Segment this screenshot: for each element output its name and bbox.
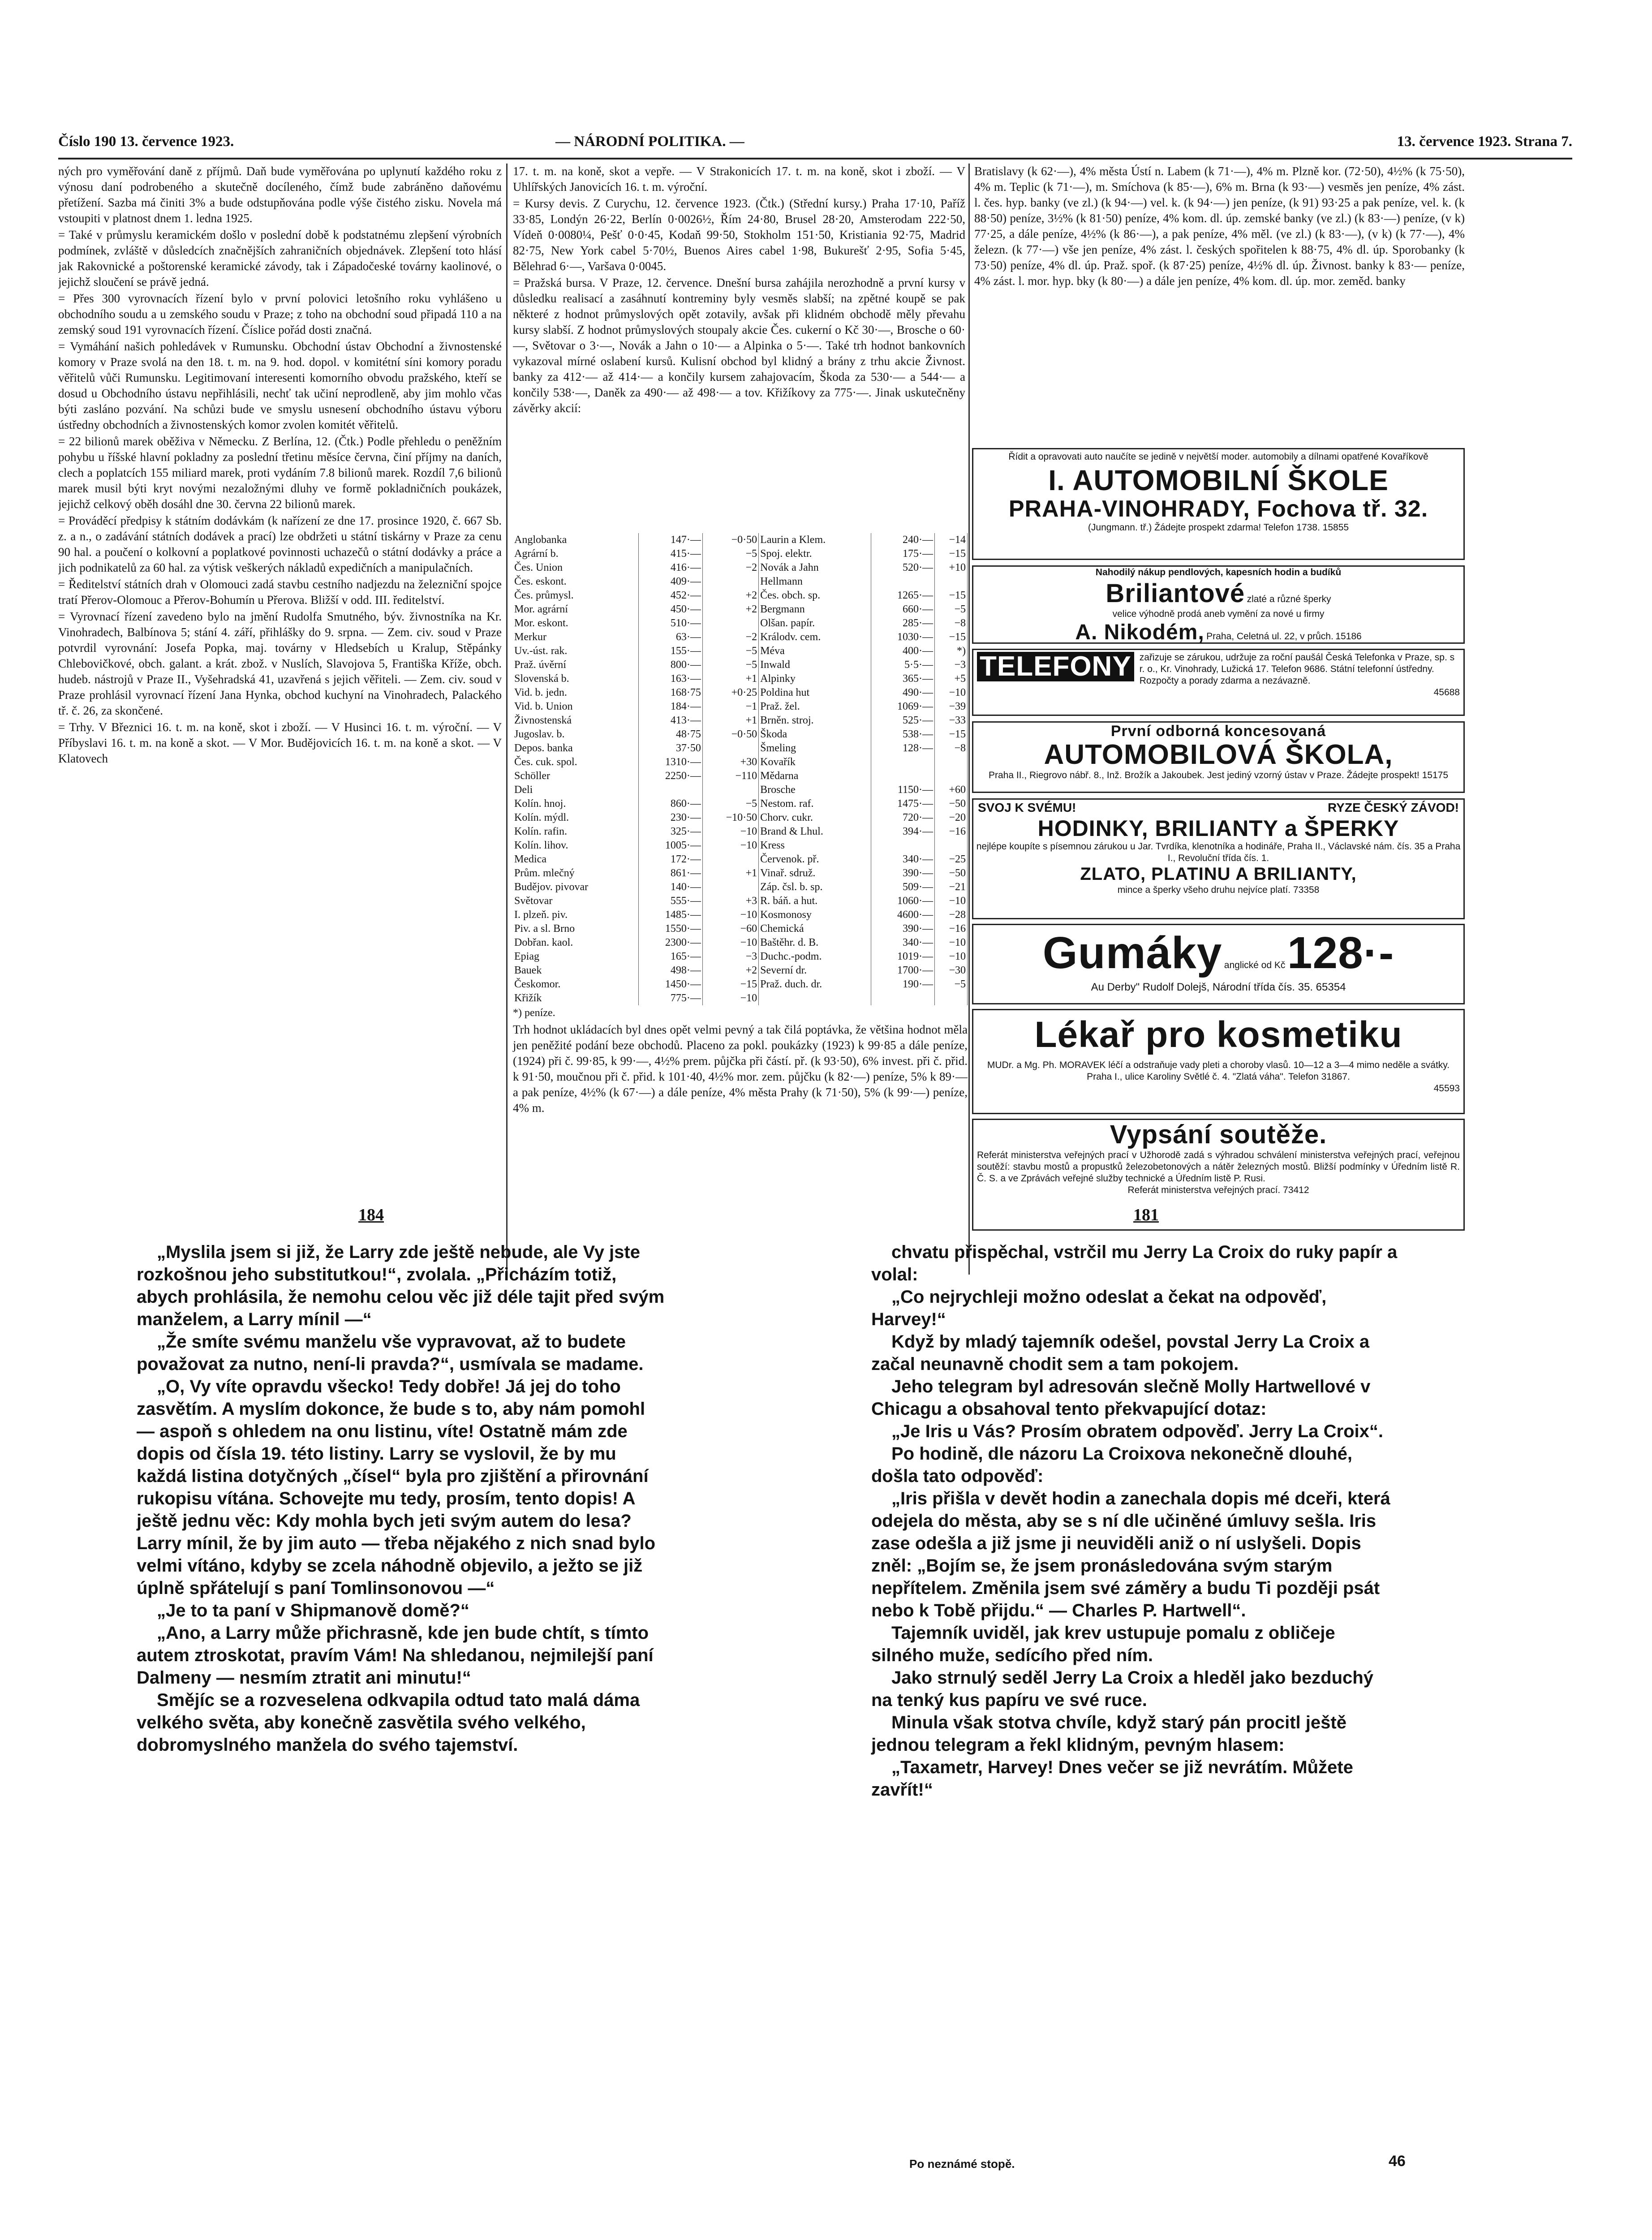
table-cell: −10 xyxy=(935,686,968,700)
table-cell: 1060·— xyxy=(871,894,934,908)
table-row xyxy=(513,936,968,950)
table-cell: +2 xyxy=(702,964,758,978)
table-cell: 172·— xyxy=(639,853,702,866)
table-cell: +1 xyxy=(702,672,758,686)
table-cell: −3 xyxy=(702,950,758,964)
table-cell: Škoda xyxy=(759,728,871,741)
table-cell: +60 xyxy=(935,783,968,797)
table-row xyxy=(513,853,968,866)
table-cell: Prům. mlečný xyxy=(513,866,639,880)
table-cell xyxy=(639,783,702,797)
table-cell: Králodv. cem. xyxy=(759,630,871,644)
serial-paragraph: Smějíc se a rozveselena odkvapila odtud tato malá dáma velkého světa, aby konečně zasvětila svého velkého, dobromyslného manžela do svého tajemství. xyxy=(137,1690,640,1755)
table-row xyxy=(513,991,968,1005)
table-cell: Červenok. př. xyxy=(759,853,871,866)
table-cell: Čes. cuk. spol. xyxy=(513,755,639,769)
table-row xyxy=(513,728,968,741)
table-cell: Světovar xyxy=(513,894,639,908)
table-cell: 147·— xyxy=(639,533,702,547)
table-cell: −5 xyxy=(935,603,968,616)
table-cell: 340·— xyxy=(871,936,934,950)
table-cell: 285·— xyxy=(871,616,934,630)
table-row xyxy=(513,616,968,630)
news-paragraph: = Kursy devis. Z Curychu, 12. července 1923. (Čtk.) (Střední kursy.) Praha 17·10, Paříž 33·85, Londýn 26·22, Berlín 0·0026½, Řím 24·80, Brusel 28·20, Amsterodam 222·50, Vídeň 0·0080¼, Pešť 0·0·45, Kodaň 99·50, Stokholm 151·50, Kristiania 92·75, Madrid 82·75, New York cabel 5·70½, Buenos Aires cabel 1·98, Bukurešť 2·95, Sofia 5·45, Bělehrad 6·—, Varšava 0·0045. xyxy=(513,197,965,273)
news-paragraph: = 22 bilionů marek oběživa v Německu. Z Berlína, 12. (Čtk.) Podle přehledu o peněžním pohybu u říšské hlavní pokladny za poslední třetinu měsíce června, činí příjmy na daních, clech a poplatcích 155 miliard marek, proti vydáním 7.8 bilionů marek. Rozdíl 7,6 bilionů marek musil býti kryt novými nezaložnými dluhy ve formě pokladničních poukázek, jejichž celkový oběh dosáhl dne 30. června 22 bilionů marek. xyxy=(58,435,502,511)
table-cell: −15 xyxy=(935,728,968,741)
table-cell: −10 xyxy=(702,936,758,950)
bonds-paragraph: Trh hodnot ukládacích byl dnes opět velmi pevný a tak čilá poptávka, že většina hodnot měla jen peněžité podání beze obchodů. Placeno za pokl. poukázky (1923) k 99·85 a dále peníze, (1924) při č. 99·85, k 99·—, 4½% prem. půjčka při částí. př. (k 93·50), 6% invest. při č. přid. k 91·50, moučnou při č. přid. k 101·40, 4½% mor. zem. půjčku (k 82·—) peníze, 5% k 89·— a pak peníze, 4½% (k 67·—) a dále peníze, 4% města Prahy (k 71·50), 5% (k 99·—) peníze, 4% m. xyxy=(513,1023,968,1115)
table-cell: 37·50 xyxy=(639,741,702,755)
table-row xyxy=(513,714,968,728)
table-cell: Inwald xyxy=(759,658,871,672)
page-info: 13. července 1923. Strana 7. xyxy=(1397,134,1572,150)
ad-tender-announcement: Vypsání soutěže. Referát ministerstva veřejných prací v Užhorodě zadá s výhradou schválení ministerstva veřejných prací, veřejnou soutěží: stavbu mostů a propustků železobetonových a nátěr železných mostů. Bližší podmínky v Úředním listě R. Č. S. a ve Zprávách veřejné služby technické a Úředním listě P. Rusi. Referát ministerstva veřejných prací. 73412 xyxy=(972,1119,1465,1231)
table-cell: 163·— xyxy=(639,672,702,686)
table-cell: Alpinky xyxy=(759,672,871,686)
table-cell: +3 xyxy=(702,894,758,908)
table-cell: Vid. b. jedn. xyxy=(513,686,639,700)
table-cell: 416·— xyxy=(639,561,702,575)
table-cell: Dobřan. kaol. xyxy=(513,936,639,950)
table-cell xyxy=(935,991,968,1005)
news-column-bourse xyxy=(513,164,965,533)
table-cell: +2 xyxy=(702,603,758,616)
table-cell xyxy=(702,616,758,630)
table-cell: 400·— xyxy=(871,644,934,658)
table-cell: Mědarna xyxy=(759,769,871,783)
table-cell: Depos. banka xyxy=(513,741,639,755)
table-cell: −50 xyxy=(935,797,968,811)
news-paragraph: = Také v průmyslu keramickém došlo v poslední době k podstatnému zlepšení výrobních podmínek, zvláště v důsledcích značnějších zahraničních objednávek. Zlepšení toto hlásí jak Rakovnické a poštorenské keramické závody, tak i Západočeské továrny kaolinové, o jejichž sloučení se právě jedná. xyxy=(58,228,502,289)
table-cell: 175·— xyxy=(871,547,934,561)
table-row xyxy=(513,741,968,755)
serial-paragraph: „Myslila jsem si již, že Larry zde ještě nebude, ale Vy jste rozkošnou jeho substitutkou!“, zvolala. „Přicházím totiž, abych prohlásila, že nemohu celou věc již déle tajit před svým manželem, a Larry mínil —“ xyxy=(137,1242,665,1329)
table-cell xyxy=(702,741,758,755)
table-row xyxy=(513,866,968,880)
table-row xyxy=(513,686,968,700)
table-cell: 520·— xyxy=(871,561,934,575)
newspaper-masthead xyxy=(58,130,1572,159)
table-cell: Budějov. pivovar xyxy=(513,880,639,894)
table-cell: Chorv. cukr. xyxy=(759,811,871,825)
table-cell: Kolín. rafin. xyxy=(513,825,639,839)
table-cell: 800·— xyxy=(639,658,702,672)
table-cell: 525·— xyxy=(871,714,934,728)
table-cell: Brand & Lhul. xyxy=(759,825,871,839)
table-cell: +1 xyxy=(702,714,758,728)
table-cell: 510·— xyxy=(639,616,702,630)
ad-jeweller-nikodem: Nahodilý nákup pendlových, kapesních hodin a budíků Briliantové zlaté a různé šperky velice výhodně prodá aneb vymění za nové u firmy A. Nikodém, Praha, Celetná ul. 22, v průch. 15186 xyxy=(972,565,1465,644)
table-cell: Mor. agrární xyxy=(513,603,639,616)
table-cell: 1005·— xyxy=(639,839,702,853)
table-cell: −20 xyxy=(935,811,968,825)
table-cell: Čes. obch. sp. xyxy=(759,589,871,603)
table-cell: 168·75 xyxy=(639,686,702,700)
table-cell: 325·— xyxy=(639,825,702,839)
table-cell: 190·— xyxy=(871,978,934,991)
table-cell: +2 xyxy=(702,589,758,603)
table-cell: Kolín. mýdl. xyxy=(513,811,639,825)
table-cell xyxy=(935,839,968,853)
table-cell xyxy=(702,575,758,589)
table-cell: −14 xyxy=(935,533,968,547)
table-cell: Čes. průmysl. xyxy=(513,589,639,603)
table-cell: Schöller xyxy=(513,769,639,783)
stock-quotes-table xyxy=(513,533,968,1116)
table-cell: Vid. b. Union xyxy=(513,700,639,714)
news-column-economy xyxy=(58,164,502,1310)
table-row xyxy=(513,644,968,658)
table-row xyxy=(513,547,968,561)
table-cell: 394·— xyxy=(871,825,934,839)
table-cell: 240·— xyxy=(871,533,934,547)
table-cell: 340·— xyxy=(871,853,934,866)
table-cell xyxy=(702,853,758,866)
table-cell xyxy=(935,755,968,769)
table-cell: Merkur xyxy=(513,630,639,644)
table-cell: Medica xyxy=(513,853,639,866)
table-cell: −10 xyxy=(935,936,968,950)
table-cell: Křižík xyxy=(513,991,639,1005)
table-row xyxy=(513,908,968,922)
serial-text-right xyxy=(871,1241,1398,1801)
table-cell: Kosmonosy xyxy=(759,908,871,922)
table-cell: 2250·— xyxy=(639,769,702,783)
news-paragraph: = Vyrovnací řízení zavedeno bylo na jmění Rudolfa Smutného, býv. živnostníka na Kr. Vinohradech, Balbínova 5; stání 4. září, přihlášky do 9. srpna. — Zem. civ. soud v Praze potvrdil vyrovnání: Josefa Popka, maj. továrny v Hledsebích u Kralup, Stěpánky Chlebovičkové, obch. galant. a krát. zbož. v Nuslích, Slavojova 5, Františka Kříže, obch. hudeb. nástrojů v Praze II., Vyšehradská 41, uzavřená s jejich věřiteli. — Zem. civ. soud v Praze prohlásil vyrovnací řízení Jana Hynka, obchod kuchyní na Vinohradech, Palackého tř. č. 26, za skončené. xyxy=(58,610,502,717)
table-cell: −16 xyxy=(935,922,968,936)
table-cell: Olšan. papír. xyxy=(759,616,871,630)
ad-rubber-boots: Gumáky anglické od Kč 128·- Au Derby" Rudolf Dolejš, Národní třída čís. 35. 65354 xyxy=(972,924,1465,1004)
table-cell: Hellmann xyxy=(759,575,871,589)
table-cell: 660·— xyxy=(871,603,934,616)
table-cell: 140·— xyxy=(639,880,702,894)
table-cell: 1450·— xyxy=(639,978,702,991)
table-cell xyxy=(702,880,758,894)
stocks-footnote: *) peníze. xyxy=(513,1007,555,1019)
table-cell: 184·— xyxy=(639,700,702,714)
table-cell: Novák a Jahn xyxy=(759,561,871,575)
table-cell: 509·— xyxy=(871,880,934,894)
newspaper-title: — NÁRODNÍ POLITIKA. — xyxy=(555,134,744,150)
ad-watchmaker-tvrdik: SVOJ K SVÉMU! RYZE ČESKÝ ZÁVOD! HODINKY, BRILIANTY a ŠPERKY nejlépe koupíte s písemnou zárukou u Jar. Tvrdíka, klenotníka a hodináře, Praha II., Václavské nám. čís. 35 a Praha I., Revoluční třída čís. 1. ZLATO, PLATINU A BRILIANTY, mince a šperky všeho druhu nejvíce platí. 73358 xyxy=(972,798,1465,919)
table-cell: −15 xyxy=(935,589,968,603)
table-cell: 390·— xyxy=(871,866,934,880)
table-cell: 415·— xyxy=(639,547,702,561)
table-row xyxy=(513,769,968,783)
table-cell: 498·— xyxy=(639,964,702,978)
table-cell: 538·— xyxy=(871,728,934,741)
table-cell: Baštěhr. d. B. xyxy=(759,936,871,950)
table-cell: 1150·— xyxy=(871,783,934,797)
table-cell: Chemická xyxy=(759,922,871,936)
table-cell: Piv. a sl. Brno xyxy=(513,922,639,936)
serial-paragraph: „Iris přišla v devět hodin a zanechala dopis mé dceři, která odejela do města, aby se s ní dle učiněné úmluvy sešla. Iris zase odešla a již jsme ji neuviděli aniž o ní uslyšeli. Dopis zněl: „Bojím se, že jsem pronásledována svým starým nepřítelem. Změnila jsem své záměry a budu Ti později psát nebo k Tobě přijdu.“ — Charles P. Hartwell“. xyxy=(871,1489,1390,1620)
serial-paragraph: chvatu přispěchal, vstrčil mu Jerry La Croix do ruky papír a volal: xyxy=(871,1242,1398,1284)
table-cell: 365·— xyxy=(871,672,934,686)
table-cell: −10 xyxy=(702,825,758,839)
table-cell xyxy=(871,575,934,589)
table-cell: +5 xyxy=(935,672,968,686)
table-cell: −3 xyxy=(935,658,968,672)
table-cell: −2 xyxy=(702,630,758,644)
table-row xyxy=(513,575,968,589)
table-cell: 1069·— xyxy=(871,700,934,714)
table-cell xyxy=(935,769,968,783)
serial-paragraph: Když by mladý tajemník odešel, povstal Jerry La Croix a začal neunavně chodit sem a tam pokojem. xyxy=(871,1332,1370,1374)
table-row xyxy=(513,964,968,978)
table-cell: I. plzeň. piv. xyxy=(513,908,639,922)
table-cell: −110 xyxy=(702,769,758,783)
table-cell: Anglobanka xyxy=(513,533,639,547)
table-cell: 165·— xyxy=(639,950,702,964)
table-cell: 1019·— xyxy=(871,950,934,964)
news-paragraph: = Pražská bursa. V Praze, 12. července. Dnešní bursa zahájila nerozhodně a první kursy v důsledku realisací a zasáhnutí kontreminy byly vesměs slabší; na zpětné koupě se pak některé z hodnot průmyslových opět zotavily, avšak při klidném obchodě měly převahu kursy slabší. Z hodnot průmyslových stoupaly akcie Čes. cukerní o Kč 30·—, Brosche o 60·—, Světovar o 3·—, Novák a Jahn o 10·— a Alpinka o 5·—. Také trh hodnot bankovních vykazoval mírné oslabení kursů. Kulisní obchod byl klidný a brány z trhu akcie Živnost. banky za 412·— až 414·— a končily kursem zahajovacím, Škoda za 530·— a 544·— a končily 538·—, Daněk za 490·— až 498·— a tov. Křižíkovy za 775·—. Jinak uskutečněny závěrky akcií: xyxy=(513,276,965,415)
table-cell: Kolín. hnoj. xyxy=(513,797,639,811)
table-cell: −25 xyxy=(935,853,968,866)
column-divider xyxy=(506,164,508,1275)
table-cell: Českomor. xyxy=(513,978,639,991)
table-cell: −50 xyxy=(935,866,968,880)
table-row xyxy=(513,755,968,769)
table-cell: Nestom. raf. xyxy=(759,797,871,811)
news-paragraph: = Trhy. V Březnici 16. t. m. na koně, skot i zboží. — V Husinci 16. t. m. výroční. — V Příbyslavi 16. t. m. na koně a skot. — V Mor. Budějovicích 16. t. m. na koně a skot. — V Klatovech xyxy=(58,720,502,765)
table-cell xyxy=(702,783,758,797)
table-row xyxy=(513,658,968,672)
table-cell: Laurin a Klem. xyxy=(759,533,871,547)
table-row xyxy=(513,922,968,936)
table-cell: −15 xyxy=(935,547,968,561)
table-row xyxy=(513,533,968,547)
serial-page-number-left: 184 xyxy=(358,1206,384,1224)
table-cell: Čes. Union xyxy=(513,561,639,575)
table-cell: Severní dr. xyxy=(759,964,871,978)
table-row xyxy=(513,797,968,811)
table-cell: Kress xyxy=(759,839,871,853)
table-cell: 5·5·— xyxy=(871,658,934,672)
table-cell: Duchc.-podm. xyxy=(759,950,871,964)
table-cell: 1550·— xyxy=(639,922,702,936)
table-cell: 2300·— xyxy=(639,936,702,950)
table-cell: 452·— xyxy=(639,589,702,603)
table-cell: −5 xyxy=(702,644,758,658)
table-cell: 450·— xyxy=(639,603,702,616)
table-cell: Mor. eskont. xyxy=(513,616,639,630)
table-cell: Šmeling xyxy=(759,741,871,755)
table-cell: 409·— xyxy=(639,575,702,589)
table-cell: −5 xyxy=(935,978,968,991)
table-row xyxy=(513,700,968,714)
table-cell: −5 xyxy=(702,797,758,811)
table-cell: Poldina hut xyxy=(759,686,871,700)
table-cell: 230·— xyxy=(639,811,702,825)
table-cell: −10 xyxy=(935,894,968,908)
serial-paragraph: Tajemník uviděl, jak krev ustupuje pomalu z obličeje silného muže, sedícího před ním. xyxy=(871,1623,1335,1665)
table-cell: −10 xyxy=(702,839,758,853)
serial-footer-page: 46 xyxy=(1389,2153,1406,2170)
table-cell: −5 xyxy=(702,547,758,561)
serial-paragraph: „Že smíte svému manželu vše vypravovat, až to budete považovat za nutno, není-li pravda?“, usmívala se madame. xyxy=(137,1332,644,1374)
table-cell: Kovařík xyxy=(759,755,871,769)
table-cell: *) xyxy=(935,644,968,658)
table-cell: 4600·— xyxy=(871,908,934,922)
table-row xyxy=(513,839,968,853)
news-paragraph: = Vymáhání našich pohledávek v Rumunsku. Obchodní ústav Obchodní a živnostenské komory v Praze svolá na den 18. t. m. na 9. hod. dopol. v komitétní síni komory poradu věřitelů vůči Rumunsku. Legitimovaní interesenti komorního obvodu pražského, kteří se dosud u Obchodního ústavu nepřihlásili, nechť tak učiní neprodleně, aby jim mohlo včas býti zasláno pozvání. Na schůzi bude ve smyslu usnesení obchodního ústavu výboru ústředny obchodních a živnostenských komor zvolen komitét věřitelů. xyxy=(58,340,502,431)
table-cell: −33 xyxy=(935,714,968,728)
serial-paragraph: „Taxametr, Harvey! Dnes večer se již nevrátím. Můžete zavřít!“ xyxy=(871,1758,1353,1800)
table-cell: −15 xyxy=(935,630,968,644)
table-cell: 1030·— xyxy=(871,630,934,644)
serial-text-left xyxy=(137,1241,665,1756)
table-cell: −8 xyxy=(935,616,968,630)
table-cell xyxy=(871,755,934,769)
serial-paragraph: „O, Vy víte opravdu všecko! Tedy dobře! Já jej do toho zasvětím. A myslím dokonce, že bude s to, aby nám pomohl — aspoň s ohledem na onu listinu, víte! Ostatně mám zde dopis od čísla 19. této listiny. Larry se vyslovil, že by mu každá listina dotyčných „čísel“ byla pro zjištění a přirovnání rukopisu vítána. Schovejte mu tedy, prosím, tento dopis! A ještě jednu věc: Kdy mohla bych jeti svým autem do lesa? Larry mínil, že by jim auto — třeba nějakého z nich snad bylo velmi vítáno, kdyby se zcela náhodně objevilo, a ježto se již úplně spřátelují s paní Tomlinsonovou —“ xyxy=(137,1377,656,1598)
table-cell: −60 xyxy=(702,922,758,936)
table-cell: R. báň. a hut. xyxy=(759,894,871,908)
table-cell: Jugoslav. b. xyxy=(513,728,639,741)
news-paragraph: ných pro vyměřování daně z příjmů. Daň bude vyměřována po uplynutí každého roku z výnosu daní podrobeného a skutečně docíleného, čímž bude zabráněno daňovému přetížení. Sazba má činiti 3% a bude odstupňována podle výše čistého zisku. Novela má vstoupiti v platnost dnem 1. ledna 1925. xyxy=(58,164,502,225)
table-cell: Epiag xyxy=(513,950,639,964)
table-cell: −10 xyxy=(702,908,758,922)
table-cell: 1700·— xyxy=(871,964,934,978)
table-cell: Praž. úvěrní xyxy=(513,658,639,672)
table-row xyxy=(513,894,968,908)
table-cell: Spoj. elektr. xyxy=(759,547,871,561)
table-row xyxy=(513,950,968,964)
table-cell: 390·— xyxy=(871,922,934,936)
table-row xyxy=(513,561,968,575)
serial-paragraph: „Co nejrychleji možno odeslat a čekat na odpověď, Harvey!“ xyxy=(871,1287,1327,1329)
serial-paragraph: Minula však stotva chvíle, když starý pán procitl ještě jednou telegram a řekl klidným, pevným hlasem: xyxy=(871,1713,1347,1755)
table-cell: 155·— xyxy=(639,644,702,658)
table-cell: 861·— xyxy=(639,866,702,880)
ad-driving-school-vinohrady: Řídit a opravovati auto naučíte se jedině v největší moder. automobily a dílnami opatřené Kovaříkově I. AUTOMOBILNÍ ŠKOLE PRAHA-VINOHRADY, Fochova tř. 32. (Jungmann. tř.) Žádejte prospekt zdarma! Telefon 1738. 15855 xyxy=(972,448,1465,560)
table-cell: −28 xyxy=(935,908,968,922)
news-paragraph: = Ředitelství státních drah v Olomouci zadá stavbu cestního nadjezdu na železniční spojce tratí Přerov-Olomouc a Přerov-Bohumín u Přerova. Bližší v odd. III. ředitelství. xyxy=(58,577,502,607)
table-cell: Uv.-úst. rak. xyxy=(513,644,639,658)
table-cell xyxy=(759,991,871,1005)
table-cell: Brněn. stroj. xyxy=(759,714,871,728)
table-cell: +1 xyxy=(702,866,758,880)
table-row xyxy=(513,825,968,839)
table-cell: −10 xyxy=(935,950,968,964)
table-cell: 860·— xyxy=(639,797,702,811)
table-cell: −2 xyxy=(702,561,758,575)
table-cell xyxy=(871,839,934,853)
table-cell: Slovenská b. xyxy=(513,672,639,686)
serial-paragraph: Jeho telegram byl adresován slečně Molly Hartwellové v Chicagu a obsahoval tento překvapující dotaz: xyxy=(871,1377,1371,1419)
table-cell xyxy=(871,991,934,1005)
table-cell: 490·— xyxy=(871,686,934,700)
table-cell: Deli xyxy=(513,783,639,797)
serial-paragraph: „Ano, a Larry může přichrasně, kde jen bude chtít, s tímto autem ztroskotat, pravím Vám! Na shledanou, nejmilejší paní Dalmeny — nesmím ztratit ani minutu!“ xyxy=(137,1623,654,1688)
table-cell: −21 xyxy=(935,880,968,894)
table-cell: 775·— xyxy=(639,991,702,1005)
table-cell: 128·— xyxy=(871,741,934,755)
serial-page-number-right: 181 xyxy=(1133,1206,1159,1224)
table-cell: Živnostenská xyxy=(513,714,639,728)
table-cell: 48·75 xyxy=(639,728,702,741)
serial-paragraph: Po hodině, dle názoru La Croixova nekonečně dlouhé, došla tato odpověď: xyxy=(871,1444,1353,1486)
ad-telephones: TELEFONY zařizuje se zárukou, udržuje za roční paušál Česká Telefonka v Praze, sp. s r. o., Kr. Vinohrady, Lužická 17. Telefon 9686. Státní telefonní ústředny. Rozpočty a porady zdarma a nezávazně. 45688 xyxy=(972,649,1465,716)
news-paragraph: 17. t. m. na koně, skot a vepře. — V Strakonicích 17. t. m. na koně, skot i zboží. — V Uhlířských Janovicích 16. t. m. výroční. xyxy=(513,164,965,194)
table-cell: −39 xyxy=(935,700,968,714)
serial-footer-title: Po neznámé stopě. xyxy=(909,2157,1015,2171)
table-cell xyxy=(935,575,968,589)
ad-cosmetic-doctor: Lékař pro kosmetiku MUDr. a Mg. Ph. MORAVEK léčí a odstraňuje vady pleti a choroby vlasů. 10—12 a 3—4 mimo neděle a svátky. Praha I., ulice Karoliny Světlé č. 4. "Zlatá váha". Telefon 31867. 45593 xyxy=(972,1009,1465,1114)
table-cell: Záp. čsl. b. sp. xyxy=(759,880,871,894)
table-cell: 720·— xyxy=(871,811,934,825)
column-divider xyxy=(968,164,970,1275)
serial-paragraph: „Je to ta paní v Shipmanově domě?“ xyxy=(157,1601,469,1620)
table-cell: Praž. duch. dr. xyxy=(759,978,871,991)
serial-paragraph: „Je Iris u Vás? Prosím obratem odpověď. Jerry La Croix“. xyxy=(891,1422,1384,1441)
table-cell: 1475·— xyxy=(871,797,934,811)
table-row xyxy=(513,783,968,797)
table-row xyxy=(513,672,968,686)
table-cell: −8 xyxy=(935,741,968,755)
issue-info: Číslo 190 13. července 1923. xyxy=(58,134,234,150)
news-column-bonds: Bratislavy (k 62·—), 4% města Ústí n. Labem (k 71·—), 4% m. Plzně kor. (72·50), 4½% (k 75·50), 4% m. Teplic (k 71·—), m. Smíchova (k 85·—), 6% m. Brna (k 93·—) vesměs jen peníze, 4% zást. l. čes. hyp. banky (ve zl.) (k 94·—) vel. k. (k 94·—) jen peníze, (k 91) 93·25 a pak peníze, vel. k. (k 88·50) peníze, 3½% (k 81·50) peníze, 4% kom. dl. úp. zemské banky (ve zl.) (k 83·—) peníze, (v k) 77·25, a dále peníze, 4½% (k 86·—), a pak peníze, 4% měl. (ve zl.) (k 83·—), (v k) (k 77·—), 4% železn. (k 77·—) vše jen peníze, 4% zást. l. českých spořitelen k 88·75, 4% dl. úp. Sporobanky (k 73·50) peníze, 4% dl. úp. Praž. spoř. (k 87·25) peníze, 4½% dl. úp. Živnost. banky k 83·— peníze, 4% zást. l. mor. hyp. bky (k 80·—) a dále jen peníze, 4% kom. dl. úp. mor. zeměd. banky xyxy=(974,164,1465,288)
table-cell: 1485·— xyxy=(639,908,702,922)
table-cell: +10 xyxy=(935,561,968,575)
table-cell: −10·50 xyxy=(702,811,758,825)
table-cell: −0·50 xyxy=(702,728,758,741)
table-cell: 1265·— xyxy=(871,589,934,603)
table-cell: −30 xyxy=(935,964,968,978)
table-cell: Vinař. sdruž. xyxy=(759,866,871,880)
table-cell: 555·— xyxy=(639,894,702,908)
table-cell: −15 xyxy=(702,978,758,991)
table-cell: −1 xyxy=(702,700,758,714)
table-cell: +0·25 xyxy=(702,686,758,700)
serial-paragraph: Jako strnulý seděl Jerry La Croix a hleděl jako bezduchý na tenký kus papíru ve své ruce. xyxy=(871,1668,1373,1710)
table-cell: 1310·— xyxy=(639,755,702,769)
table-cell: −10 xyxy=(702,991,758,1005)
table-cell: Čes. eskont. xyxy=(513,575,639,589)
table-cell: −5 xyxy=(702,658,758,672)
table-row xyxy=(513,603,968,616)
table-cell: −0·50 xyxy=(702,533,758,547)
table-cell: Méva xyxy=(759,644,871,658)
table-cell: Agrární b. xyxy=(513,547,639,561)
news-paragraph: = Prováděcí předpisy k státním dodávkám (k nařízení ze dne 17. prosince 1920, č. 667 Sb. z. a n., o zadávání státních dodávek a prací) lze obdržeti u státní tiskárny v Praze za cenu 90 hal. a poučení o kolkovní a poplatkové povinnosti uchazečů o státní dodávky a práce a jich podnikatelů za 60 hal. za výtisk veškerých nákladů expedičních a manipulačních. xyxy=(58,514,502,574)
ad-automobile-school-brozik: První odborná koncesovaná AUTOMOBILOVÁ ŠKOLA, Praha II., Riegrovo nábř. 8., Inž. Brožík a Jakoubek. Jest jediný vzorný ústav v Praze. Žádejte prospekt! 15175 xyxy=(972,721,1465,793)
table-cell: Bergmann xyxy=(759,603,871,616)
table-row xyxy=(513,880,968,894)
table-row xyxy=(513,811,968,825)
table-cell: Kolín. lihov. xyxy=(513,839,639,853)
table-cell xyxy=(871,769,934,783)
table-cell: Praž. žel. xyxy=(759,700,871,714)
table-cell: +30 xyxy=(702,755,758,769)
table-row xyxy=(513,589,968,603)
table-cell: −16 xyxy=(935,825,968,839)
table-row xyxy=(513,630,968,644)
table-row xyxy=(513,978,968,991)
table-cell: Bauek xyxy=(513,964,639,978)
news-paragraph: = Přes 300 vyrovnacích řízení bylo v první polovici letošního roku vyhlášeno u obchodního soudu a u zemského soudu v Praze; z toho na obchodní soud připadá 110 a na zemský soud 191 vyrovnacích řízení. Číslice pořád dosti značná. xyxy=(58,292,502,336)
table-cell: 63·— xyxy=(639,630,702,644)
table-cell: Brosche xyxy=(759,783,871,797)
table-cell: 413·— xyxy=(639,714,702,728)
